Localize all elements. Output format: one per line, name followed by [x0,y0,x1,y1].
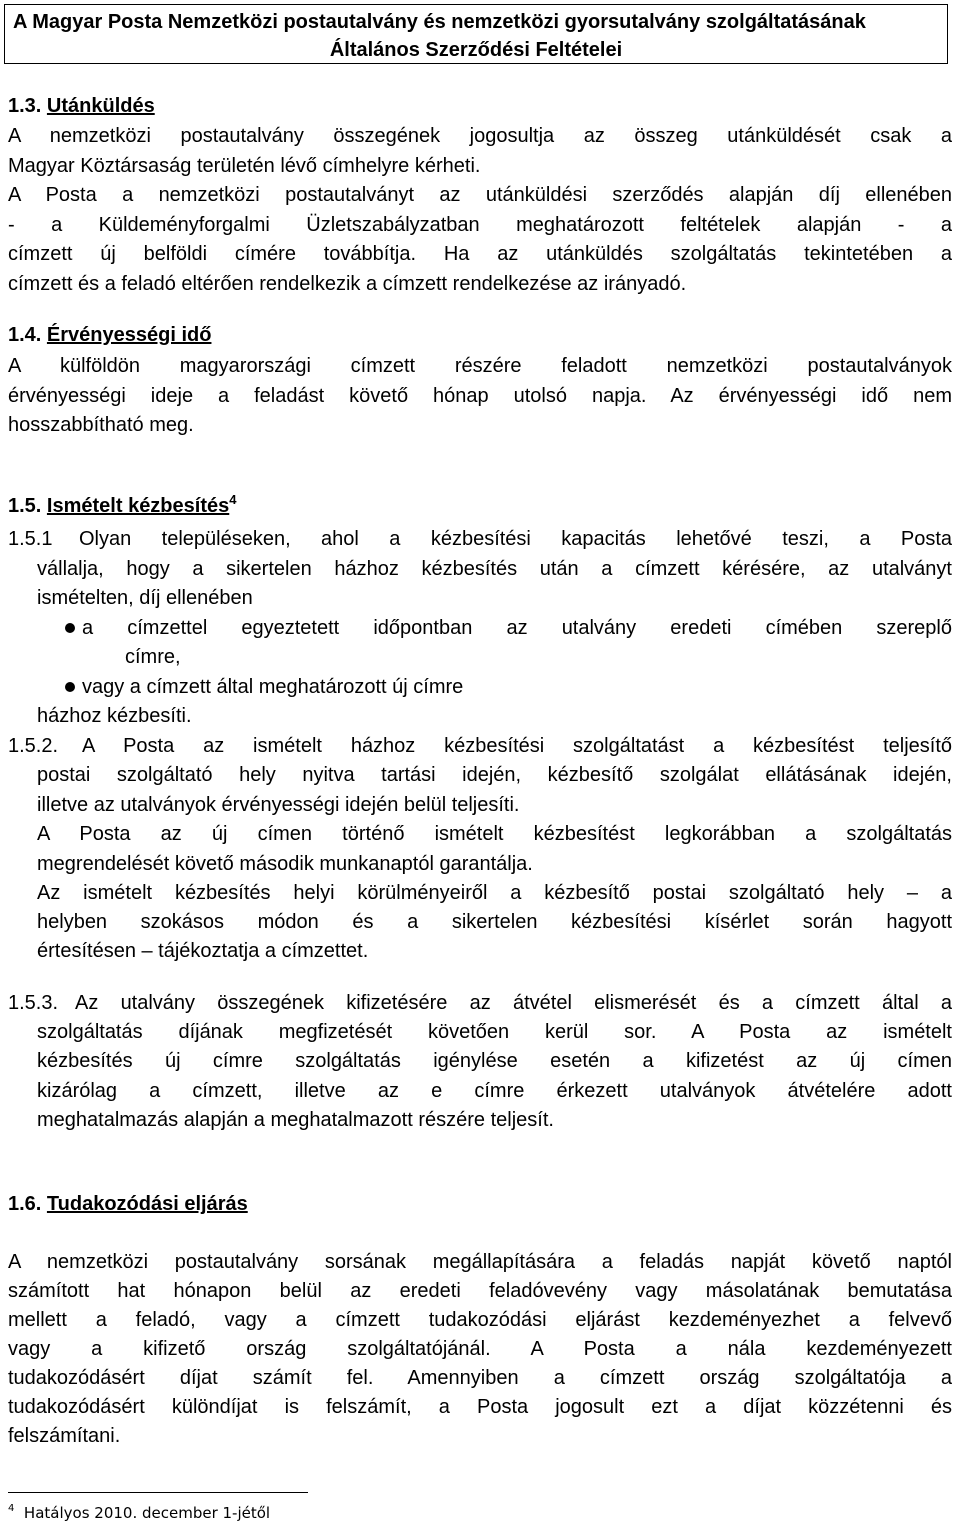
section-number: 1.5. [8,495,42,517]
section-title: Érvényességi idő [46,324,212,346]
paragraph-line: meghatalmazás alapján a meghatalmazott részére teljesít. [37,1109,554,1131]
paragraph-line: A külföldön magyarországi címzett részére feladott nemzetközi postautalványok [8,355,952,377]
paragraph-line: hosszabbítható meg. [8,414,194,436]
paragraph-line: értesítésen – tájékoztatja a címzettet. [37,940,369,962]
paragraph-line: tudakozódásért díjat számít fel. Amennyiben a címzett ország szolgáltatója a [8,1367,952,1389]
section-title: Ismételt kézbesítés [46,495,230,517]
paragraph-line: A nemzetközi postautalvány sorsának megállapítására a feladás napját követő naptól [8,1251,952,1273]
footnote-number: 4 [8,1503,15,1514]
paragraph-line: mellett a feladó, vagy a címzett tudakozódási eljárást kezdeményezhet a felvevő [8,1309,952,1331]
paragraph-line: Az utalvány összegének kifizetésére az átvétel elismerését és a címzett által a [75,992,952,1014]
paragraph-line: helyben szokásos módon és a sikertelen kézbesítési kísérlet során hagyott [37,911,952,933]
paragraph-line: vállalja, hogy a sikertelen házhoz kézbesítés után a címzett kérésére, az utalványt [37,558,952,580]
paragraph-line: A Posta az ismételt házhoz kézbesítési szolgáltatást a kézbesítést teljesítő [82,735,952,757]
paragraph-number: 1.5.1 [8,528,53,550]
section-title: Tudakozódási eljárás [46,1193,248,1215]
paragraph-line: vagy a kifizető ország szolgáltatójánál. A Posta a nála kezdeményezett [8,1338,952,1360]
footnote-reference: 4 [229,492,237,507]
section-heading-1-3 [8,91,155,121]
paragraph-line: megrendelését követő második munkanaptól garantálja. [37,853,533,875]
section-heading-1-6 [8,1189,248,1219]
paragraph-line: A nemzetközi postautalvány összegének jogosultja az összeg utánküldését csak a [8,125,952,147]
bullet-item-line: a címzettel egyeztetett időpontban az utalvány eredeti címében szereplő [82,617,952,639]
paragraph-line: kizárólag a címzett, illetve az e címre érkezett utalványok átvételére adott [37,1080,952,1102]
paragraph-line: számított hat hónapon belül az eredeti feladóvevény vagy másolatának bemutatása [8,1280,952,1302]
bullet-item-line: címre, [125,646,181,668]
paragraph-line: címzett és a feladó eltérően rendelkezik a címzett rendelkezése az irányadó. [8,273,687,295]
paragraph-number: 1.5.2. [8,735,59,757]
paragraph-line: Olyan településeken, ahol a kézbesítési kapacitás lehetővé teszi, a Posta [79,528,952,550]
paragraph-line: érvényességi ideje a feladást követő hónap utolsó napja. Az érvényességi idő nem [8,385,952,407]
paragraph-line: postai szolgáltató hely nyitva tartási idején, kézbesítő szolgálat ellátásának idején, [37,764,952,786]
bullet-icon [65,623,75,633]
paragraph-line: tudakozódásért különdíjat is felszámít, a Posta jogosult ezt a díjat közzétenni és [8,1396,952,1418]
paragraph-line: - a Küldeményforgalmi Üzletszabályzatban meghatározott feltételek alapján - a [8,214,952,236]
bullet-item-line: vagy a címzett által meghatározott új címre [82,676,464,698]
paragraph-number: 1.5.3. [8,992,59,1014]
footnote-text: Hatályos 2010. december 1-jétől [23,1504,271,1522]
paragraph-line: címzett új belföldi címére továbbítja. Ha az utánküldés szolgáltatás tekintetében a [8,243,952,265]
paragraph-line: A Posta a nemzetközi postautalványt az utánküldési szerződés alapján díj ellenében [8,184,952,206]
section-number: 1.3. [8,95,42,117]
footnote-divider [8,1492,308,1493]
bullet-icon [65,682,75,692]
section-heading-1-5 [8,491,236,521]
paragraph-line: A Posta az új címen történő ismételt kézbesítést legkorábban a szolgáltatás [37,823,952,845]
paragraph-line: Magyar Köztársaság területén lévő címhelyre kérheti. [8,155,481,177]
paragraph-line: ismételten, díj ellenében [37,587,253,609]
section-number: 1.6. [8,1193,42,1215]
header-title-line-2: Általános Szerződési Feltételei [329,39,623,61]
paragraph-line: házhoz kézbesíti. [37,705,192,727]
paragraph-line: kézbesítés új címre szolgáltatás igénylése esetén a kifizetést az új címen [37,1050,952,1072]
header-title-line-1: A Magyar Posta Nemzetközi postautalvány és nemzetközi gyorsutalvány szolgáltatásának [13,11,866,33]
paragraph-line: felszámítani. [8,1425,121,1447]
paragraph-line: szolgáltatás díjának megfizetését követően kerül sor. A Posta az ismételt [37,1021,952,1043]
section-number: 1.4. [8,324,42,346]
paragraph-line: Az ismételt kézbesítés helyi körülményeiről a kézbesítő postai szolgáltató hely – a [37,882,952,904]
section-title: Utánküldés [46,95,155,117]
document-header [4,4,948,64]
section-heading-1-4 [8,320,211,350]
paragraph-line: illetve az utalványok érvényességi idején belül teljesíti. [37,794,520,816]
footnote [8,1503,270,1523]
